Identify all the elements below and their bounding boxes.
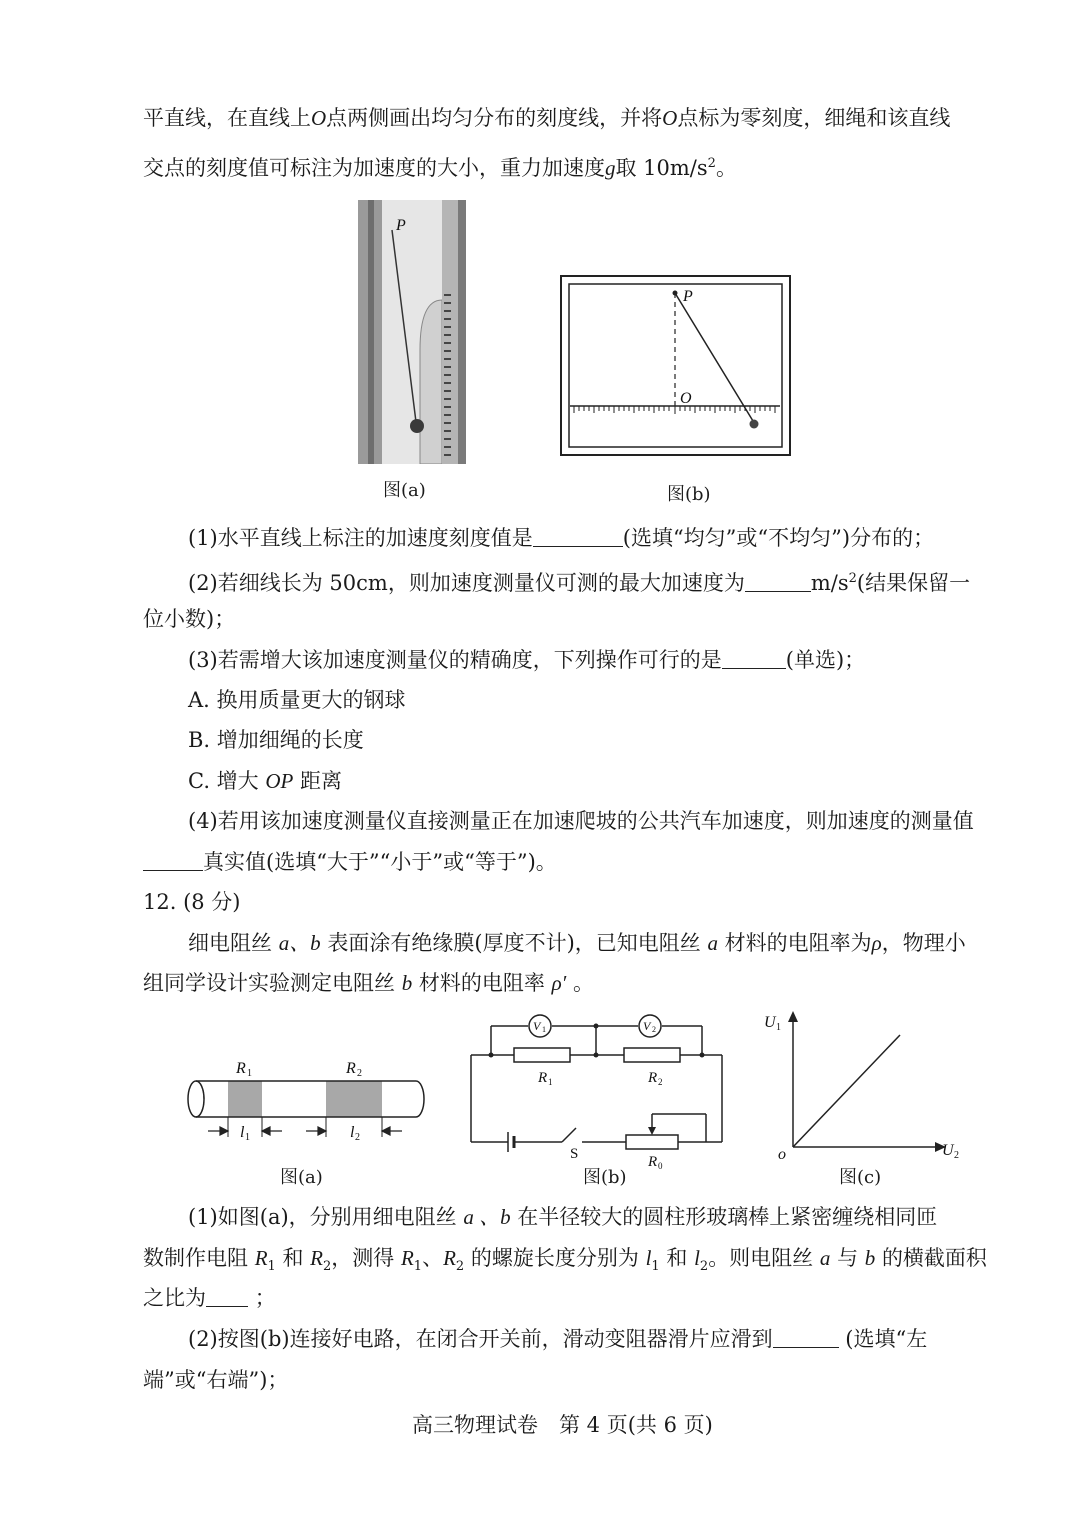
figure-c-graph xyxy=(760,1005,970,1165)
voltmeter-v2: V xyxy=(643,1019,651,1033)
symbol-r: R xyxy=(400,1246,414,1270)
symbol-l: l xyxy=(645,1246,652,1270)
q12-stem-2 xyxy=(143,968,594,998)
text: (选填“左 xyxy=(845,1327,928,1351)
text: 在半径较大的圆柱形玻璃棒上紧密缠绕相同匝 xyxy=(517,1205,938,1229)
text: (结果保留一 xyxy=(856,571,971,595)
superscript: 2 xyxy=(707,156,716,171)
point-o: O xyxy=(662,106,678,130)
q12-part-1-cont xyxy=(143,1243,987,1282)
text: 平直线，在直线上 xyxy=(143,106,311,130)
text: (2)若细线长为 50cm，则加速度测量仪可测的最大加速度为 xyxy=(188,571,745,595)
unit: m/s xyxy=(810,571,849,595)
text: (3)若需增大该加速度测量仪的精确度，下列操作可行的是 xyxy=(188,648,722,672)
q12-part-1-end xyxy=(143,1283,276,1313)
label-o: O xyxy=(680,390,692,407)
axis-u1-label: U xyxy=(764,1014,776,1031)
subscript: 2 xyxy=(652,1025,656,1034)
text: 的螺旋长度分别为 xyxy=(470,1246,639,1270)
option-c xyxy=(188,766,342,796)
subscript: 1 xyxy=(651,1259,660,1275)
text: 。 xyxy=(572,971,594,995)
symbol-a: a xyxy=(707,931,718,955)
subscript: 1 xyxy=(247,1068,252,1079)
symbol-r: R xyxy=(254,1246,268,1270)
text: (4)若用该加速度测量仪直接测量正在加速爬坡的公共汽车加速度，则加速度的测量值 xyxy=(188,809,974,833)
voltmeter-v1: V xyxy=(533,1019,541,1033)
text: 材料的电阻率为 xyxy=(724,931,872,955)
q11-part-1 xyxy=(188,523,934,553)
subscript: 1 xyxy=(776,1022,781,1033)
label-p: P xyxy=(683,288,693,305)
symbol-b: b xyxy=(401,971,413,995)
text: 点标为零刻度，细绳和该直线 xyxy=(677,106,951,130)
symbol-rho: ρ xyxy=(871,931,882,955)
answer-blank[interactable] xyxy=(722,646,786,669)
option-a: A. 换用质量更大的钢球 xyxy=(188,688,406,712)
intro-line-1 xyxy=(143,103,950,133)
label-l1: l xyxy=(240,1124,245,1141)
label-r2: R xyxy=(346,1060,356,1077)
symbol-op: OP xyxy=(265,769,294,793)
text: C. 增大 xyxy=(188,769,259,793)
q11-part-3 xyxy=(188,645,865,675)
caption-graph-figure-c: 图(c) xyxy=(839,1167,882,1188)
text: 和 xyxy=(666,1246,688,1270)
intro-line-2 xyxy=(143,149,737,183)
axis-u2-label: U xyxy=(942,1142,954,1159)
q12-part-2 xyxy=(188,1324,927,1354)
subscript: 2 xyxy=(954,1150,959,1161)
text: 。 xyxy=(715,156,737,180)
caption-figure-a: 图(a) xyxy=(383,480,426,501)
text: ； xyxy=(254,1286,276,1310)
text: 真实值(选填“大于”“小于”或“等于”)。 xyxy=(203,850,557,874)
subscript: 1 xyxy=(267,1259,276,1275)
answer-blank[interactable] xyxy=(143,848,203,871)
caption-circuit-figure-b: 图(b) xyxy=(583,1167,627,1188)
text: 之比为 xyxy=(143,1286,206,1310)
resistor-r2-label: R xyxy=(648,1070,658,1086)
text: 位小数)； xyxy=(143,607,236,631)
subscript: 2 xyxy=(355,1132,360,1143)
symbol-r: R xyxy=(310,1246,323,1270)
symbol-l: l xyxy=(694,1246,700,1270)
text: 组同学设计实验测定电阻丝 xyxy=(143,971,395,995)
subscript: 0 xyxy=(658,1161,663,1170)
text: 与 xyxy=(837,1246,859,1270)
text: ，物理小 xyxy=(881,931,966,955)
q12-heading: 12. (8 分) xyxy=(143,890,241,914)
rheostat-r0-label: R xyxy=(648,1154,658,1170)
symbol-r: R xyxy=(443,1246,456,1270)
text: 数制作电阻 xyxy=(143,1246,248,1270)
q11-part-4-cont xyxy=(143,847,557,877)
text: 细电阻丝 xyxy=(188,931,272,955)
text: 端”或“右端”)； xyxy=(143,1368,289,1392)
text: (选填“均匀”或“不均匀”)分布的； xyxy=(622,526,935,550)
q12-part-2-cont xyxy=(143,1365,288,1395)
figure-a-coil xyxy=(180,1055,432,1145)
switch-s-label: S xyxy=(570,1146,579,1162)
page-footer: 高三物理试卷 第 4 页(共 6 页) xyxy=(412,1413,713,1437)
figure-a-photo xyxy=(358,200,466,464)
subscript: 1 xyxy=(245,1132,250,1143)
symbol-ab: a 、b xyxy=(463,1205,511,1229)
answer-blank[interactable] xyxy=(773,1325,839,1348)
text: 点两侧画出均匀分布的刻度线，并将 xyxy=(326,106,663,130)
text: 取 10m/s xyxy=(615,156,708,180)
symbol-g: g xyxy=(605,156,616,180)
figure-b-diagram xyxy=(560,275,792,457)
text: (2)按图(b)连接好电路，在闭合开关前，滑动变阻器滑片应滑到 xyxy=(188,1327,773,1351)
q11-part-2-cont xyxy=(143,604,235,634)
resistor-r1-label: R xyxy=(538,1070,548,1086)
text: 表面涂有绝缘膜(厚度不计)，已知电阻丝 xyxy=(327,931,701,955)
point-o: O xyxy=(311,106,327,130)
symbol-ab: a、b xyxy=(278,931,321,955)
q12-stem-1 xyxy=(188,928,966,958)
text: 交点的刻度值可标注为加速度的大小，重力加速度 xyxy=(143,156,605,180)
caption-coil-figure-a: 图(a) xyxy=(280,1167,323,1188)
subscript: 2 xyxy=(455,1259,465,1275)
q11-part-2 xyxy=(188,564,970,598)
text: (单选)； xyxy=(785,648,866,672)
q11-part-4 xyxy=(188,806,974,836)
symbol-b: b xyxy=(864,1246,876,1270)
figure-b-circuit xyxy=(466,1010,726,1170)
text: (1)如图(a)，分别用细电阻丝 xyxy=(188,1205,457,1229)
symbol-rho-prime: ρ′ xyxy=(551,971,567,995)
symbol-a: a xyxy=(819,1246,831,1270)
text: 、 xyxy=(422,1246,444,1270)
option-b: B. 增加细绳的长度 xyxy=(188,728,364,752)
label-r1: R xyxy=(236,1060,246,1077)
subscript: 1 xyxy=(542,1025,546,1034)
text: (1)水平直线上标注的加速度刻度值是 xyxy=(188,526,533,550)
text: 和 xyxy=(282,1246,304,1270)
superscript: 2 xyxy=(848,571,857,586)
label-p: P xyxy=(396,217,406,234)
q12-part-1 xyxy=(188,1202,937,1232)
subscript: 1 xyxy=(413,1259,423,1275)
answer-blank[interactable] xyxy=(206,1284,248,1307)
answer-blank[interactable] xyxy=(745,569,811,592)
subscript: 2 xyxy=(699,1259,709,1275)
subscript: 2 xyxy=(323,1259,332,1275)
subscript: 2 xyxy=(658,1077,663,1087)
text: 材料的电阻率 xyxy=(418,971,545,995)
answer-blank[interactable] xyxy=(533,524,623,547)
origin-label: o xyxy=(778,1146,786,1163)
text: ，测得 xyxy=(331,1246,395,1270)
label-l2: l xyxy=(350,1124,355,1141)
subscript: 1 xyxy=(548,1077,553,1087)
text: 。则电阻丝 xyxy=(708,1246,814,1270)
text: 的横截面积 xyxy=(881,1246,987,1270)
caption-figure-b: 图(b) xyxy=(667,484,711,505)
subscript: 2 xyxy=(357,1068,362,1079)
text: 距离 xyxy=(300,769,343,793)
